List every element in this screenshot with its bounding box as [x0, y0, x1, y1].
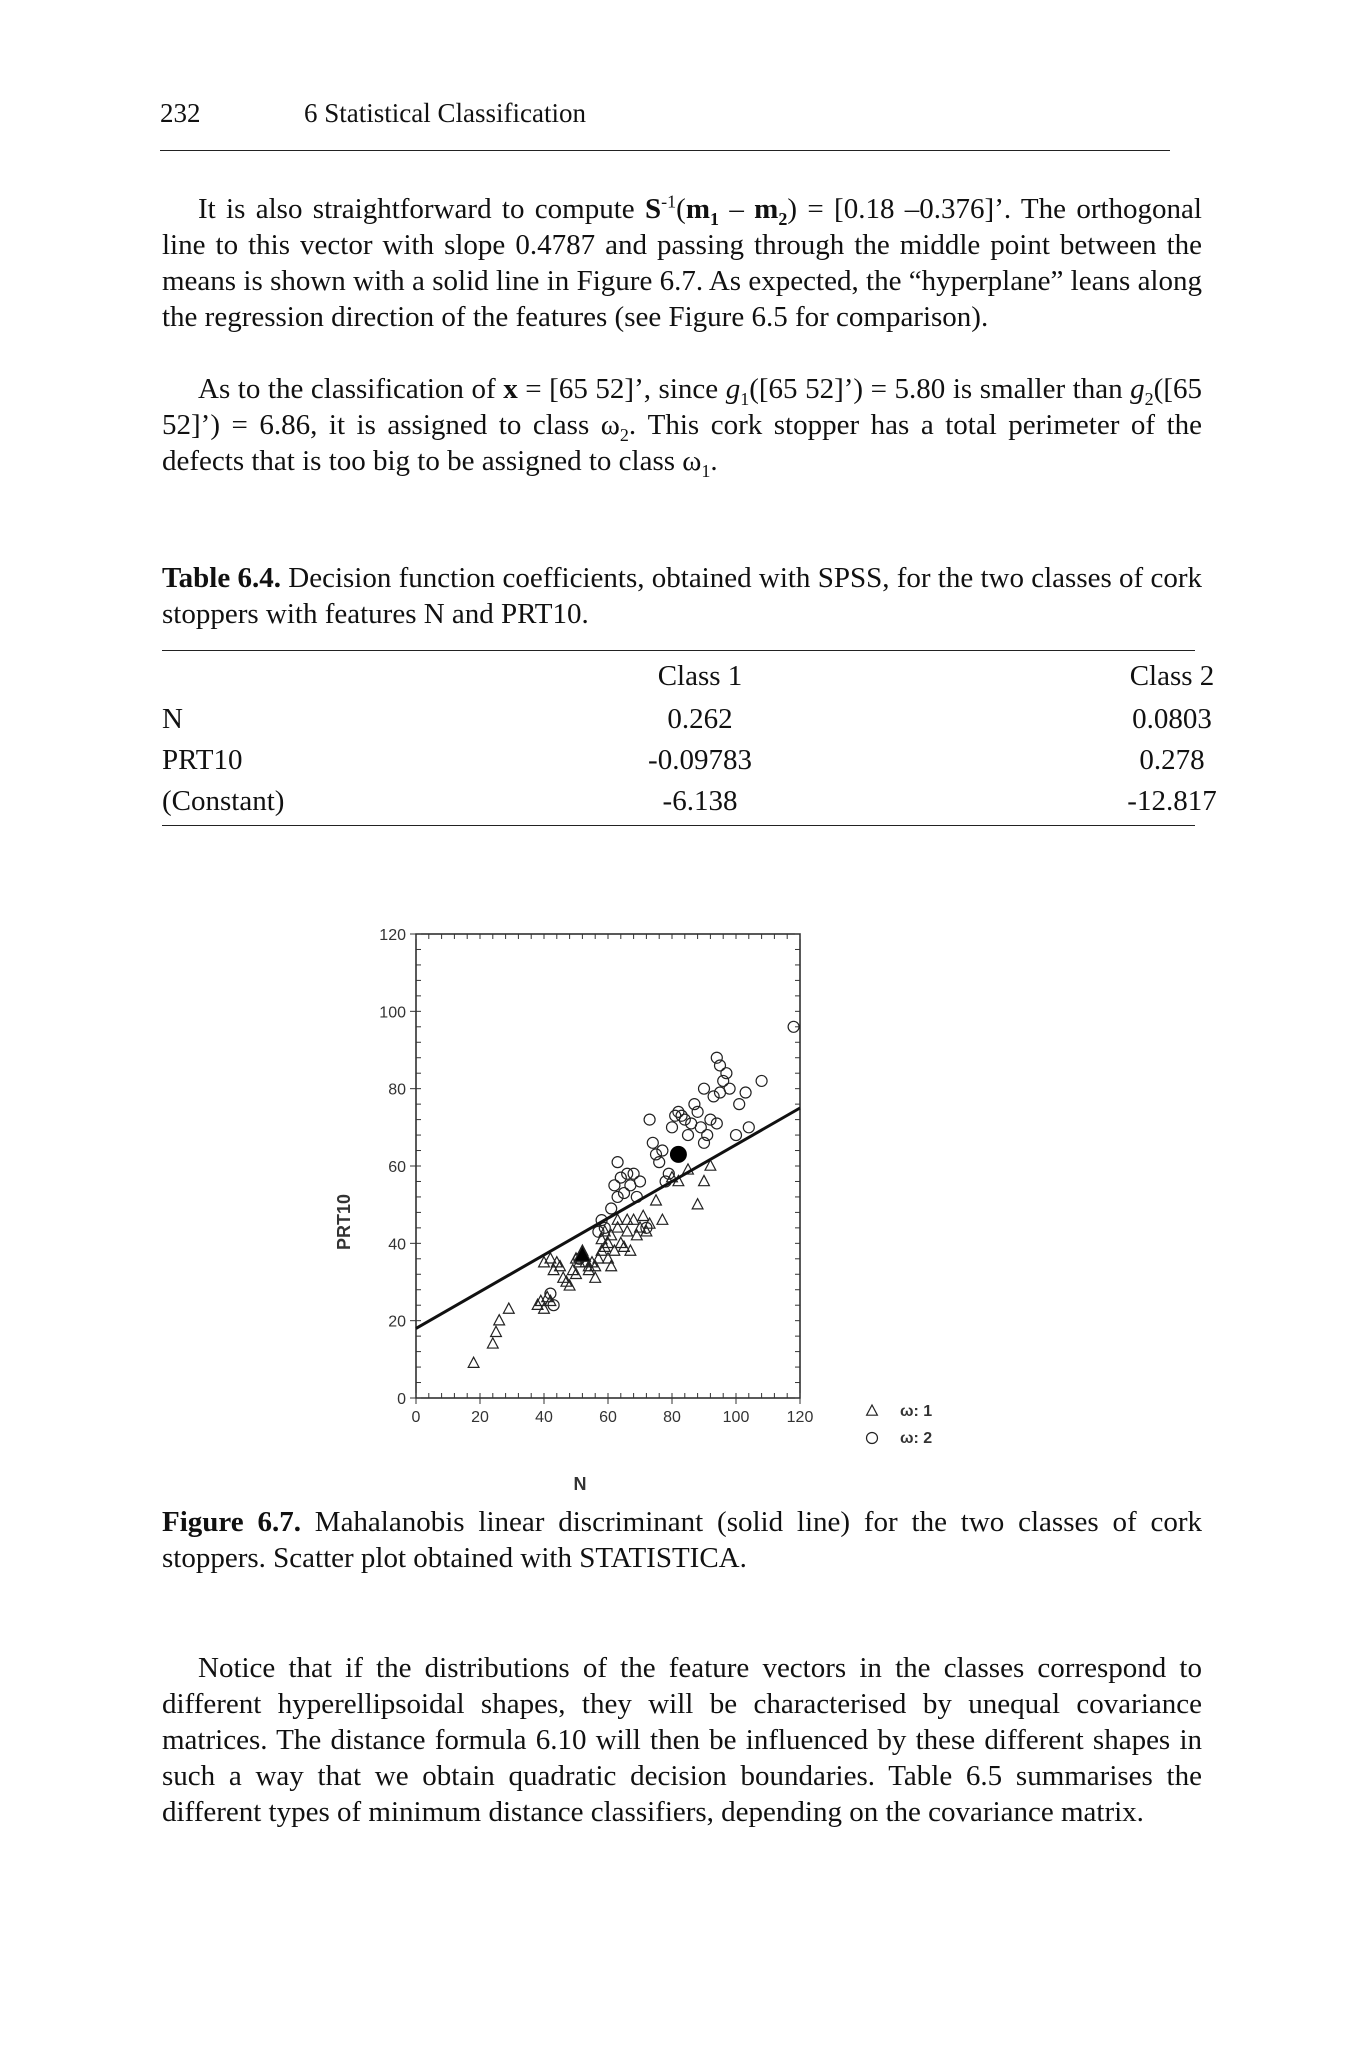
data-point-class1: [494, 1315, 505, 1325]
data-point-class2: [635, 1176, 646, 1187]
y-tick-label: 40: [388, 1236, 406, 1254]
running-header: [160, 98, 1170, 151]
table-header-class2: Class 2: [1129, 660, 1215, 692]
table-header-row: [162, 660, 1215, 700]
x-tick-label: 40: [535, 1409, 553, 1426]
data-point-class2: [657, 1145, 668, 1156]
mean-marker-class2: [670, 1146, 686, 1162]
data-point-class2: [731, 1130, 742, 1141]
y-tick-label: 20: [388, 1313, 406, 1331]
plot-area: [416, 934, 800, 1398]
data-point-class2: [695, 1122, 706, 1133]
legend-marker-circle: [867, 1433, 878, 1444]
legend-label-class1: ω: 1: [900, 1403, 933, 1420]
legend-marker-triangle: [867, 1405, 878, 1415]
discriminant-line: [416, 1108, 800, 1328]
data-point-class1: [503, 1303, 514, 1313]
data-point-class2: [619, 1188, 630, 1199]
data-point-class2: [699, 1083, 710, 1094]
y-tick-label: 60: [388, 1159, 406, 1176]
data-point-class2: [644, 1114, 655, 1125]
y-tick-label: 0: [397, 1391, 406, 1408]
data-point-class2: [756, 1075, 767, 1086]
data-point-class2: [683, 1130, 694, 1141]
x-tick-label: 120: [786, 1409, 814, 1426]
table-caption: Table 6.4. Decision function coefficients, obtained with SPSS, for the two classes of cork stoppers with features N and PRT10.: [162, 562, 1202, 630]
data-point-class2: [609, 1180, 620, 1191]
data-point-class2: [740, 1087, 751, 1098]
scatter-plot: [320, 922, 1120, 1502]
data-point-class1: [638, 1210, 649, 1220]
data-point-class2: [667, 1122, 678, 1133]
data-point-class2: [622, 1168, 633, 1179]
table-row: PRT10 -0.09783 0.278: [162, 744, 1205, 776]
data-point-class2: [734, 1099, 745, 1110]
table-top-rule: [162, 650, 1195, 651]
data-point-class1: [631, 1230, 642, 1240]
figure-caption: Figure 6.7. Mahalanobis linear discriminant (solid line) for the two classes of cork stoppers. Scatter plot obtained with STATISTICA.: [162, 1506, 1202, 1574]
data-point-class1: [606, 1261, 617, 1271]
paragraph-2: As to the classification of x = [65 52]’, since $g_1([65$ 52]’) = 5.80 is smaller than $g_2([65$ 52]’) = 6.86, it is assigned to class $\omega_2$. This cork stopper has a total perimeter of the defects that is too big to be assigned to class $\omega_1$.: [162, 373, 1202, 481]
data-point-class2: [615, 1172, 626, 1183]
data-point-class2: [647, 1137, 658, 1148]
data-point-class2: [708, 1091, 719, 1102]
legend: [867, 1403, 933, 1447]
table-bottom-rule: [162, 825, 1195, 826]
data-point-class2: [612, 1157, 623, 1168]
data-point-class1: [468, 1357, 479, 1367]
x-tick-label: 20: [471, 1409, 489, 1426]
table-row: N 0.262 0.0803: [162, 703, 1212, 735]
y-tick-label: 120: [379, 927, 406, 944]
table-header-class1: Class 1: [657, 660, 743, 692]
data-point-class1: [590, 1272, 601, 1282]
data-point-class1: [622, 1226, 633, 1236]
paragraph-3: Notice that if the distributions of the feature vectors in the classes correspond to different hyperellipsoidal shapes, they will be characterised by unequal covariance matrices. The distance formula 6.10 will then be influenced by these different shapes in such a way that we obtain quadratic decision boundaries. Table 6.5 summarises the different types of minimum distance classifiers, depending on the covariance matrix.: [162, 1652, 1202, 1828]
data-point-class2: [705, 1114, 716, 1125]
y-tick-label: 80: [388, 1081, 406, 1099]
x-tick-label: 80: [663, 1409, 681, 1426]
data-point-class2: [612, 1191, 623, 1202]
data-point-class1: [487, 1338, 498, 1348]
data-point-class2: [606, 1203, 617, 1214]
data-point-class1: [491, 1326, 502, 1336]
data-point-class2: [711, 1118, 722, 1129]
y-axis-label: PRT10: [334, 1193, 354, 1251]
chapter-title: 6 Statistical Classification: [304, 98, 586, 128]
data-point-class1: [699, 1175, 710, 1185]
legend-label-class2: ω: 2: [900, 1430, 933, 1447]
data-point-class1: [692, 1199, 703, 1209]
data-point-class1: [612, 1222, 623, 1232]
x-axis-label: N: [573, 1474, 587, 1494]
paragraph-1: It is also straightforward to compute $S^{-1}(m_1 - m_2) = [0.18$ –0.376]’. The orthogonal line to this vector with slope 0.4787 and passing through the middle point between the means is shown with a solid line in Figure 6.7. As expected, the “hyperplane” leans along the regression direction of the features (see Figure 6.5 for comparison).: [162, 191, 1202, 333]
data-point-class2: [743, 1122, 754, 1133]
data-point-class2: [724, 1083, 735, 1094]
x-tick-label: 0: [411, 1409, 421, 1426]
data-point-class1: [609, 1245, 620, 1255]
data-point-class1: [651, 1195, 662, 1205]
data-point-class1: [657, 1214, 668, 1224]
x-tick-label: 100: [722, 1409, 750, 1426]
table-row: (Constant) -6.138 -12.817: [162, 785, 1217, 817]
x-tick-label: 60: [599, 1409, 617, 1426]
page-number: 232: [160, 98, 201, 128]
y-tick-label: 100: [379, 1004, 406, 1022]
data-point-class2: [628, 1168, 639, 1179]
